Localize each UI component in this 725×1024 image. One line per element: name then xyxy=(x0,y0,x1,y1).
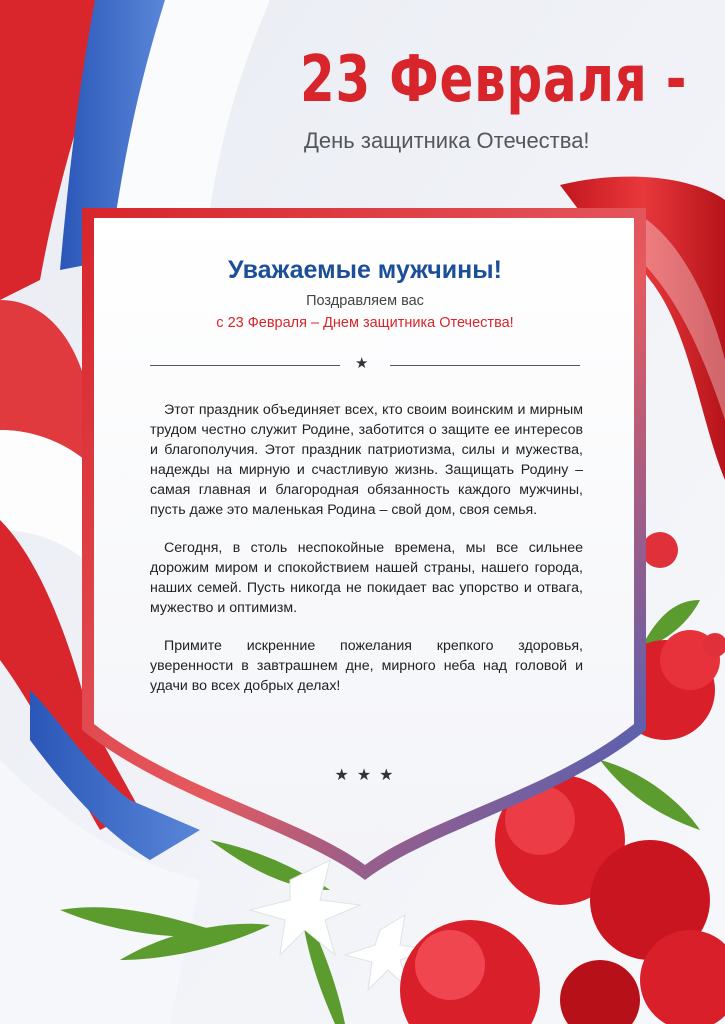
greeting-heading: Уважаемые мужчины! xyxy=(228,256,502,284)
page-title: 23 Февраля - xyxy=(300,43,688,117)
paragraph-3: Примите искренние пожелания крепкого здоровья, уверенности в завтрашнем дне, мирного неба над головой и удачи во всех добрых делах! xyxy=(150,638,583,694)
page-subtitle: День защитника Отечества! xyxy=(304,128,590,153)
divider xyxy=(150,357,580,373)
body-text xyxy=(150,400,583,714)
paragraph-1: Этот праздник объединяет всех, кто своим воинским и мирным трудом честно служит Родине, заботится о защите ее интересов и благополучия. Этот праздник патриотизма, силы и мужества, надежды на мирную и счастливую жизнь. Защищать Родину – самая главная и благородная обязанность каждого мужчины, пусть даже это маленькая Родина – свой дом, своя семья. xyxy=(150,402,583,518)
star-icon: ★ xyxy=(355,355,369,372)
intro-line-2: с 23 Февраля – Днем защитника Отечества! xyxy=(216,315,514,331)
intro-line-1: Поздравляем вас xyxy=(306,293,424,309)
card-content xyxy=(140,255,590,784)
paragraph-2: Сегодня, в столь неспокойные времена, мы все сильнее дорожим миром и спокойствием нашей страны, нашего города, наших семей. Пусть никогда не покидает вас упорство и отвага, мужество и оптимизм. xyxy=(150,540,583,616)
divider-line-left xyxy=(150,365,340,366)
divider-line-right xyxy=(390,365,580,366)
bottom-stars-icon: ★★★ xyxy=(334,767,402,784)
